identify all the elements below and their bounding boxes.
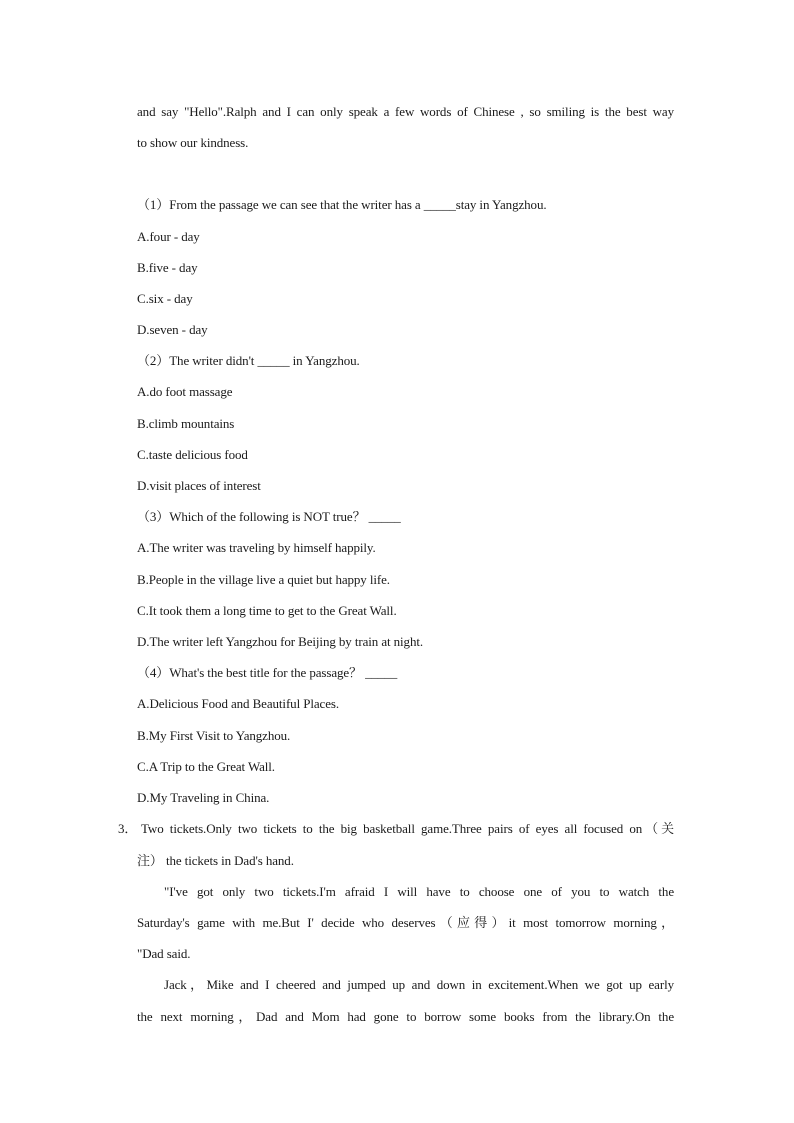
question-2-option-c: C.taste delicious food	[137, 447, 248, 462]
question-2-stem: （2）The writer didn't _____ in Yangzhou.	[137, 353, 360, 368]
passage-3-line-2: 注） the tickets in Dad's hand.	[137, 853, 294, 868]
question-3-option-d: D.The writer left Yangzhou for Beijing by train at night.	[137, 634, 424, 649]
passage-3-line-6: Jack，Mike and I cheered and jumped up and down in excitement.When we got up early	[164, 977, 674, 992]
intro-line-1: and say "Hello".Ralph and I can only speak a few words of Chinese , so smiling is the best way	[137, 104, 674, 119]
question-4-option-d: D.My Traveling in China.	[137, 790, 270, 805]
passage-3-line-3: "I've got only two tickets.I'm afraid I will have to choose one of you to watch the	[164, 884, 674, 899]
question-2-option-d: D.visit places of interest	[137, 478, 261, 493]
question-1-option-c: C.six - day	[137, 291, 193, 306]
question-4-option-c: C.A Trip to the Great Wall.	[137, 759, 275, 774]
passage-3-number: 3．	[118, 821, 138, 836]
passage-3-line-5: "Dad said.	[137, 946, 191, 961]
question-1-option-d: D.seven - day	[137, 322, 208, 337]
question-1-stem: （1）From the passage we can see that the writer has a _____stay in Yangzhou.	[137, 197, 547, 212]
question-2-option-b: B.climb mountains	[137, 416, 235, 431]
intro-line-2: to show our kindness.	[137, 135, 249, 150]
question-4-option-b: B.My First Visit to Yangzhou.	[137, 728, 291, 743]
passage-3-line-4: Saturday's game with me.But I' decide who deserves（应得）it most tomorrow morning，	[137, 915, 674, 930]
question-3-option-b: B.People in the village live a quiet but happy life.	[137, 572, 390, 587]
passage-3-line-1: Two tickets.Only two tickets to the big basketball game.Three pairs of eyes all focused on（关	[141, 821, 674, 836]
question-3-option-a: A.The writer was traveling by himself happily.	[137, 540, 376, 555]
passage-3-line-7: the next morning，Dad and Mom had gone to borrow some books from the library.On the	[137, 1009, 674, 1024]
question-4-option-a: A.Delicious Food and Beautiful Places.	[137, 696, 339, 711]
question-2-option-a: A.do foot massage	[137, 384, 233, 399]
question-1-option-b: B.five - day	[137, 260, 198, 275]
question-3-stem: （3）Which of the following is NOT true？ _____	[137, 509, 401, 524]
question-3-option-c: C.It took them a long time to get to the Great Wall.	[137, 603, 397, 618]
question-4-stem: （4）What's the best title for the passage？ _____	[137, 665, 398, 680]
question-1-option-a: A.four - day	[137, 229, 200, 244]
